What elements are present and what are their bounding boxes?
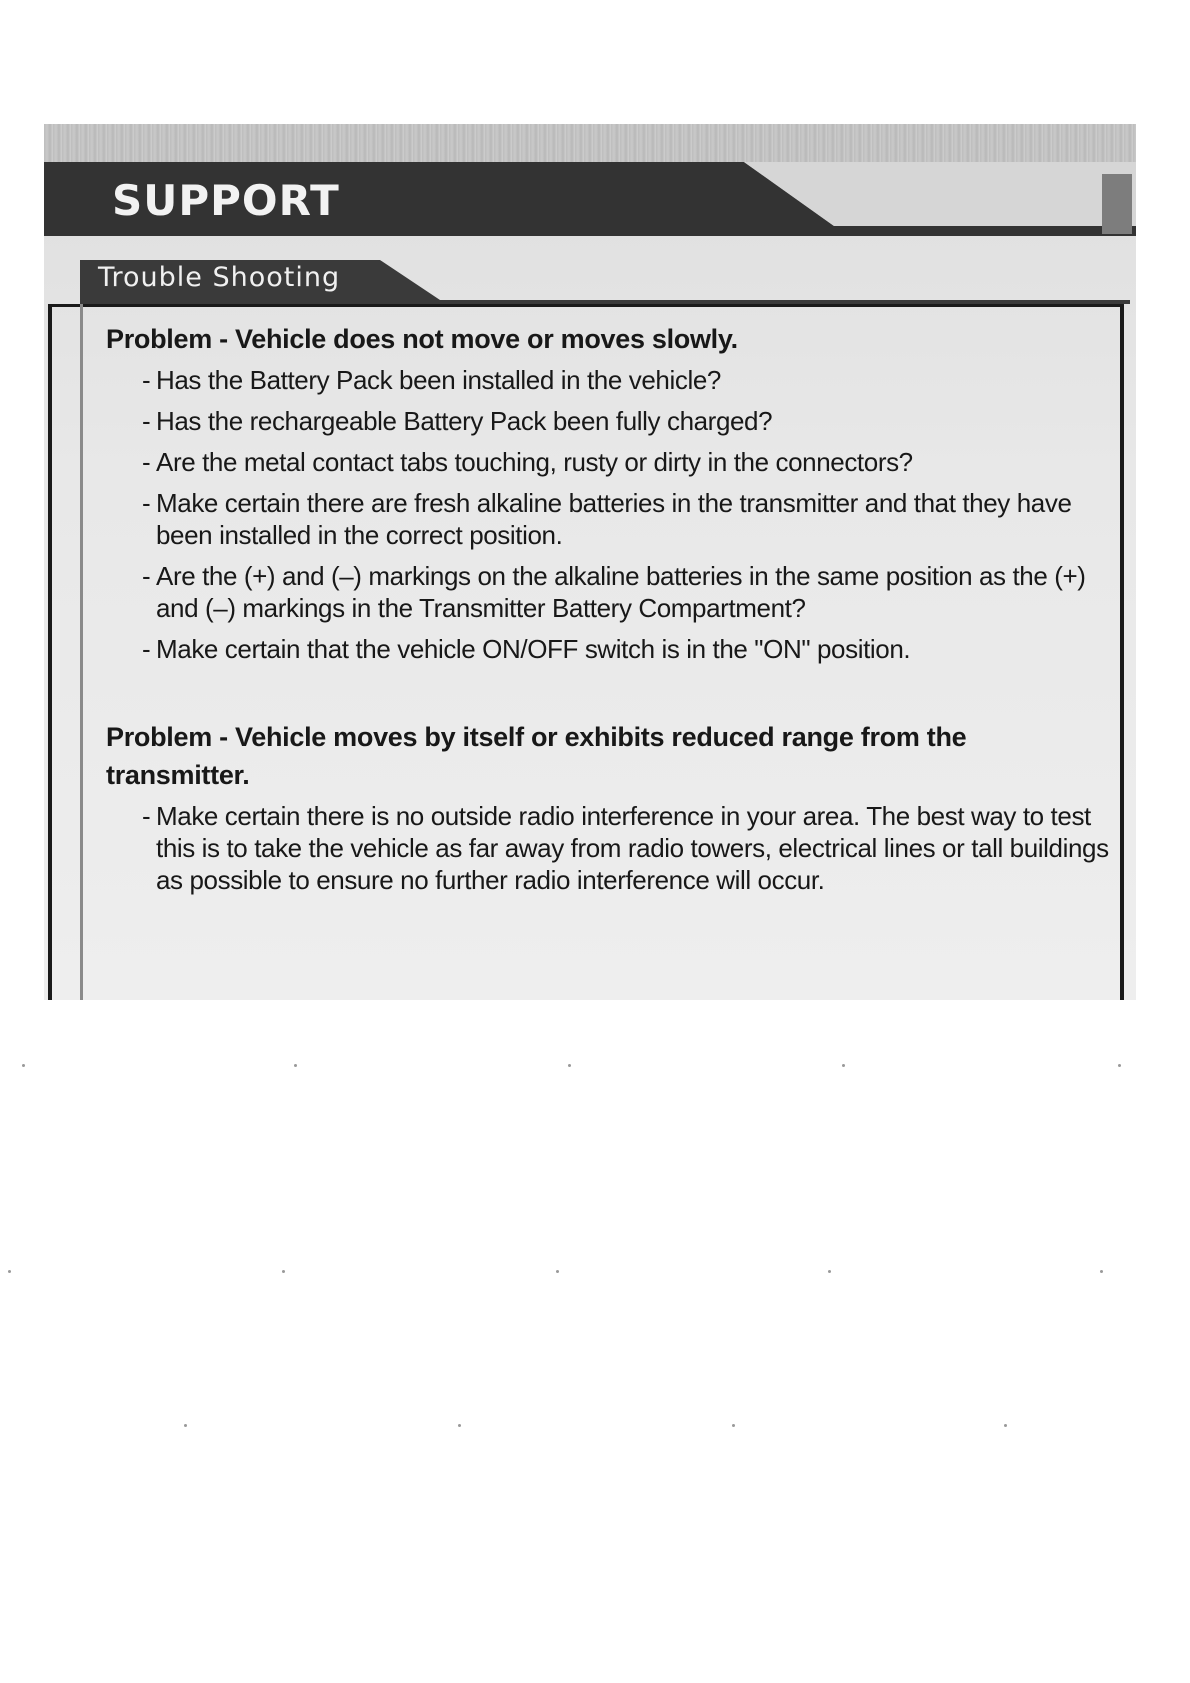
bullet-dash: - bbox=[142, 634, 151, 664]
scan-speck bbox=[22, 1064, 25, 1067]
list-item bbox=[106, 487, 1116, 551]
bullet-dash: - bbox=[142, 406, 151, 436]
page-title: SUPPORT bbox=[112, 176, 340, 225]
scan-speck bbox=[828, 1270, 831, 1273]
problem-section-2 bbox=[106, 718, 1116, 896]
scan-speck bbox=[1004, 1424, 1007, 1427]
bullet-dash: - bbox=[142, 447, 151, 477]
scan-speck bbox=[8, 1270, 11, 1273]
list-item-text: Are the (+) and (–) markings on the alkaline batteries in the same position as the (+) and (–) markings in the Transmitter Battery Compartment? bbox=[156, 561, 1086, 623]
page-number-tab bbox=[1102, 174, 1132, 234]
list-item-text: Make certain that the vehicle ON/OFF switch is in the "ON" position. bbox=[156, 634, 911, 664]
inner-rule bbox=[80, 304, 83, 1000]
section-spacer bbox=[106, 674, 1116, 718]
list-item bbox=[106, 560, 1116, 624]
scan-speck bbox=[282, 1270, 285, 1273]
list-item-text: Has the Battery Pack been installed in the vehicle? bbox=[156, 365, 721, 395]
troubleshooting-content bbox=[106, 320, 1116, 905]
list-item-text: Are the metal contact tabs touching, rusty or dirty in the connectors? bbox=[156, 447, 913, 477]
scan-speck bbox=[458, 1424, 461, 1427]
list-item bbox=[106, 446, 1116, 478]
bullet-dash: - bbox=[142, 801, 151, 831]
scan-speck bbox=[1100, 1270, 1103, 1273]
scan-speck bbox=[568, 1064, 571, 1067]
list-item bbox=[106, 800, 1116, 896]
bullet-dash: - bbox=[142, 561, 151, 591]
scan-speck bbox=[732, 1424, 735, 1427]
list-item-text: Make certain there are fresh alkaline batteries in the transmitter and that they have been installed in the correct position. bbox=[156, 488, 1072, 550]
list-item bbox=[106, 633, 1116, 665]
scanned-manual-page bbox=[44, 124, 1136, 1000]
list-item bbox=[106, 364, 1116, 396]
scan-speck bbox=[184, 1424, 187, 1427]
scan-speck bbox=[842, 1064, 845, 1067]
problem-section-1 bbox=[106, 320, 1116, 665]
scan-noise-strip bbox=[44, 124, 1136, 162]
list-item bbox=[106, 405, 1116, 437]
list-item-text: Make certain there is no outside radio interference in your area. The best way to test this is to take the vehicle as far away from radio towers, electrical lines or tall buildings as possible to ensure no further radio interference will occur. bbox=[156, 801, 1109, 895]
list-item-text: Has the rechargeable Battery Pack been fully charged? bbox=[156, 406, 773, 436]
scan-speck bbox=[294, 1064, 297, 1067]
problem-heading: Problem - Vehicle does not move or moves slowly. bbox=[106, 324, 738, 354]
problem-heading: Problem - Vehicle moves by itself or exhibits reduced range from the transmitter. bbox=[106, 722, 967, 790]
scan-speck bbox=[556, 1270, 559, 1273]
section-title: Trouble Shooting bbox=[98, 262, 341, 293]
bullet-dash: - bbox=[142, 488, 151, 518]
scan-speck bbox=[1118, 1064, 1121, 1067]
bullet-dash: - bbox=[142, 365, 151, 395]
